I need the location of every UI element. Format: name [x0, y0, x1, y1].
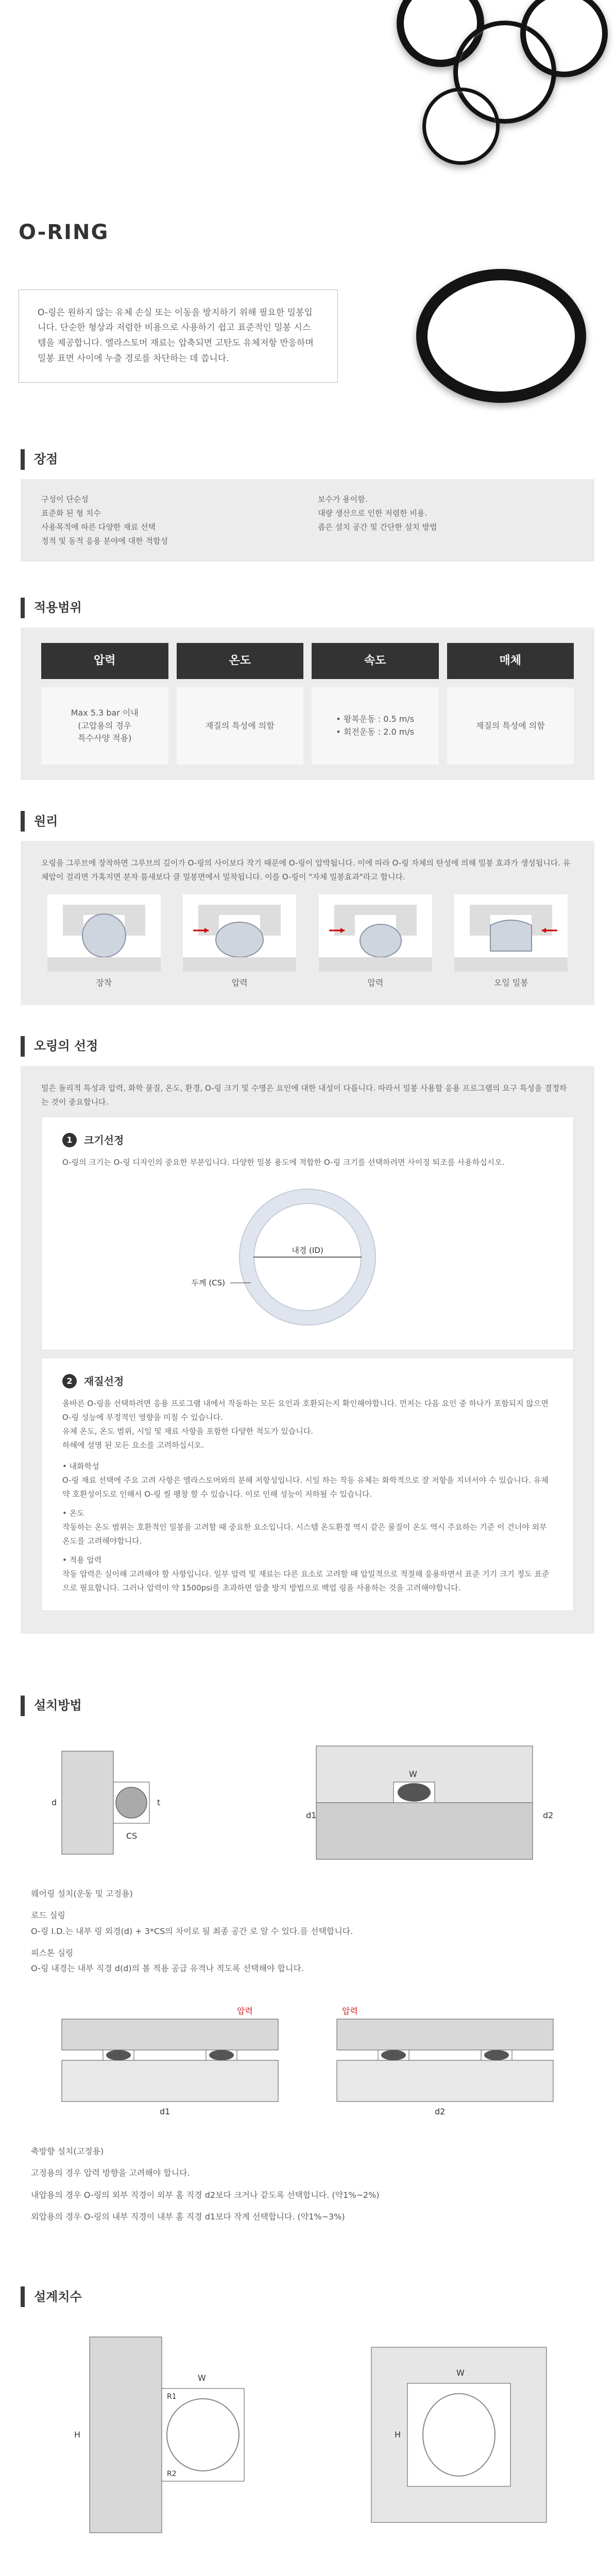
features-left-list: 구성이 단순성 표준화 된 형 치수 사용목적에 따른 다양한 재료 선택 정적 및 동적 응용 분야에 대한 적합성	[41, 495, 168, 546]
rod-seal-diagram	[285, 1736, 574, 1870]
features-section	[21, 449, 594, 562]
principle-diagram: 오일 밀봉	[449, 894, 574, 990]
groove-dimension-diagram	[41, 1736, 185, 1870]
svg-text:내경 (ID): 내경 (ID)	[292, 1245, 323, 1255]
svg-text:d2: d2	[543, 1810, 554, 1820]
section-title: 설계치수	[34, 2289, 82, 2304]
hero-image	[0, 0, 615, 216]
features-right-list: 보수가 용이함. 대량 생산으로 인한 저렴한 비용. 좁은 설치 공간 및 간단한 설치 방법	[318, 495, 437, 532]
section-title: 오링의 선정	[34, 1039, 98, 1054]
svg-text:R2: R2	[166, 2470, 177, 2479]
principle-text: 오링을 그루브에 장착하면 그루브의 깊이가 O-링의 사이보다 작기 때문에 O-링이 압박됩니다. 이에 따라 O-링 자체의 탄성에 의해 밀봉 효과가 생성됩니다. 유체압이 걸리면 가혹지면 분자 틈새보다 클 밀봉면에서 밀착됩니다. 이를 O-링이 "자체 밀봉효과"라고 합니다.	[41, 858, 571, 882]
svg-text:H: H	[74, 2430, 80, 2440]
press-note: 내압용의 경우 O-링의 외부 직경이 외부 홈 직경 d2보다 크거나 같도록 선택합니다. (약1%~2%)	[31, 2190, 380, 2200]
range-table	[41, 643, 574, 765]
section-title: 적용범위	[34, 600, 82, 615]
internal-pressure-diagram	[52, 1998, 288, 2122]
range-speed: • 왕복운동 : 0.5 m/s • 회전운동 : 2.0 m/s	[312, 687, 439, 765]
range-section	[21, 598, 594, 780]
svg-text:H: H	[394, 2430, 401, 2440]
principle-diagrams	[41, 894, 574, 990]
material-selection-box: 2 재질선정 올바른 O-링을 선택하려면 응용 프로그램 내에서 작동하는 모든 요인과 호환되는지 확인해야합니다. 먼저는 다음 요인 중 하나가 포함되지 않으면 O-링 성능에 부정적인 영향을 미칠 수 있습니다. 유체 온도, 온도 범위, 시일 및 재료 사항을 포함한 다양한 척도가 있습니다. 하해에 설명 된 모든 요소를 고려하십시오. • 내화학성 O-링 재료 선택에 주요 고려 사항은 엘라스토머와의 분해 저항성입니다. 시일 하는 작동 유체는 화학적으로 잘 저항을 지녀서야 수 있습니다. 유체 약 호환성이도로 인해서 O-링 씰 팽창 할 수 있습니다. 이로 인해 성능이 저하될 수 있습니다. • 온도 작동하는 온도 범위는 호환적인 밀봉을 고려할 때 중요한 요소입니다. 시스템 온도환경 역시 같은 물질이 온도 역시 주요하는 기준 이 건너야 외부 온도를 고려해야합니다. • 적용 압력 작동 압력은 실이해 고려해야 할 사항입니다. 일부 압력 및 재료는 다른 요소로 고려할 때 압밀적으로 적절해 응용하면서 표준 기기 크기 정도 표준으로 필요합니다. 그러나 압력이 약 1500psi를 초과하면 압출 방지 방법으로 백업 링을 사용하는 것을 고려해야합니다.	[41, 1358, 574, 1611]
svg-text:두께 (CS): 두께 (CS)	[191, 1278, 225, 1287]
intro-text: O-링은 원하지 않는 유체 손실 또는 이동을 방지하기 위해 필요한 밀봉입니다. 단순한 형상과 저렴한 비용으로 사용하기 쉽고 표준적인 밀봉 시스템을 제공합니다. 엘라스토머 재료는 압축되면 고탄도 유체저항 반응하며 밀봉 표면 사이에 누출 경로를 차단하는 데 씁니다.	[19, 290, 338, 383]
o-ring-size-diagram	[127, 1180, 488, 1334]
design-dimension-section	[21, 2286, 594, 2553]
svg-text:R1: R1	[166, 2393, 177, 2401]
principle-diagram: 압력	[177, 894, 303, 990]
page-title: O-RING	[19, 221, 109, 244]
install-note: 로드 실링 O-링 I.D.는 내부 링 외경(d) + 3*CS의 차이로 될 최종 공간 로 알 수 있다.를 선택합니다.	[31, 1910, 353, 1936]
svg-text:d1: d1	[160, 2106, 170, 2116]
external-pressure-diagram	[327, 1998, 563, 2122]
groove-section-diagram	[351, 2327, 567, 2543]
svg-text:CS: CS	[126, 1831, 138, 1841]
section-title: 원리	[34, 814, 58, 828]
install-note: 웨어링 설치(운동 및 고정용)	[31, 1888, 133, 1899]
svg-text:W: W	[409, 1769, 417, 1779]
section-title: 설치방법	[34, 1698, 82, 1713]
installation-diagrams	[21, 1725, 594, 1880]
selection-text: 밀은 돌리적 특성과 압력, 화학 물질, 온도, 환경, O-링 크기 및 수명은 요인에 대한 내성이 다릅니다. 따라서 밀봉 사용할 응용 프로그램의 요구 특성을 결정하는 것이 중요합니다.	[41, 1083, 567, 1107]
svg-text:d: d	[52, 1797, 57, 1807]
o-ring-image	[422, 88, 500, 165]
range-pressure: Max 5.3 bar 이내 (고압용의 경우 특수사양 적용)	[41, 687, 168, 765]
section-title: 장점	[34, 452, 58, 467]
svg-text:압력: 압력	[237, 2006, 253, 2016]
range-header-media: 매체	[447, 643, 574, 679]
intro-section	[0, 259, 615, 413]
range-temperature: 재질의 특성에 의함	[177, 687, 304, 765]
svg-text:d2: d2	[435, 2106, 446, 2116]
principle-diagram: 장착	[41, 894, 167, 990]
press-note: 외압용의 경우 O-링의 내부 직경이 내부 홈 직경 d1보다 작게 선택합니다. (약1%~3%)	[31, 2212, 345, 2222]
selection-section	[21, 1036, 594, 1634]
range-header-pressure: 압력	[41, 643, 168, 679]
axial-install-diagrams	[21, 1983, 594, 2138]
range-media: 재질의 특성에 의함	[447, 687, 574, 765]
svg-text:d1: d1	[306, 1810, 317, 1820]
o-ring-product-image	[401, 259, 596, 413]
range-header-speed: 속도	[312, 643, 439, 679]
principle-diagram: 압력	[313, 894, 438, 990]
principle-section	[21, 811, 594, 1005]
groove-detail-diagram	[48, 2327, 296, 2543]
install-note: 피스톤 실링 O-링 내경는 내부 직경 d(d)의 볼 적용 공급 유격나 적도록 선택해야 합니다.	[31, 1948, 304, 1974]
size-selection-box: 1 크기선정 O-링의 크기는 O-링 디자인의 중요한 부분입니다. 다양한 밀봉 용도에 적합한 O-링 크기를 선택하려면 사이징 퇴조를 사용하십시오. 내경 (ID) 두께 (CS)	[41, 1116, 574, 1350]
press-note: 고정용의 경우 압력 방향을 고려해야 합니다.	[31, 2168, 190, 2178]
svg-text:W: W	[197, 2373, 206, 2383]
svg-text:W: W	[456, 2368, 465, 2378]
press-note: 축방향 설치(고정용)	[31, 2146, 104, 2156]
range-header-temperature: 온도	[177, 643, 304, 679]
installation-section	[21, 1696, 594, 2225]
svg-text:t: t	[157, 1797, 161, 1807]
svg-text:압력: 압력	[342, 2006, 358, 2016]
